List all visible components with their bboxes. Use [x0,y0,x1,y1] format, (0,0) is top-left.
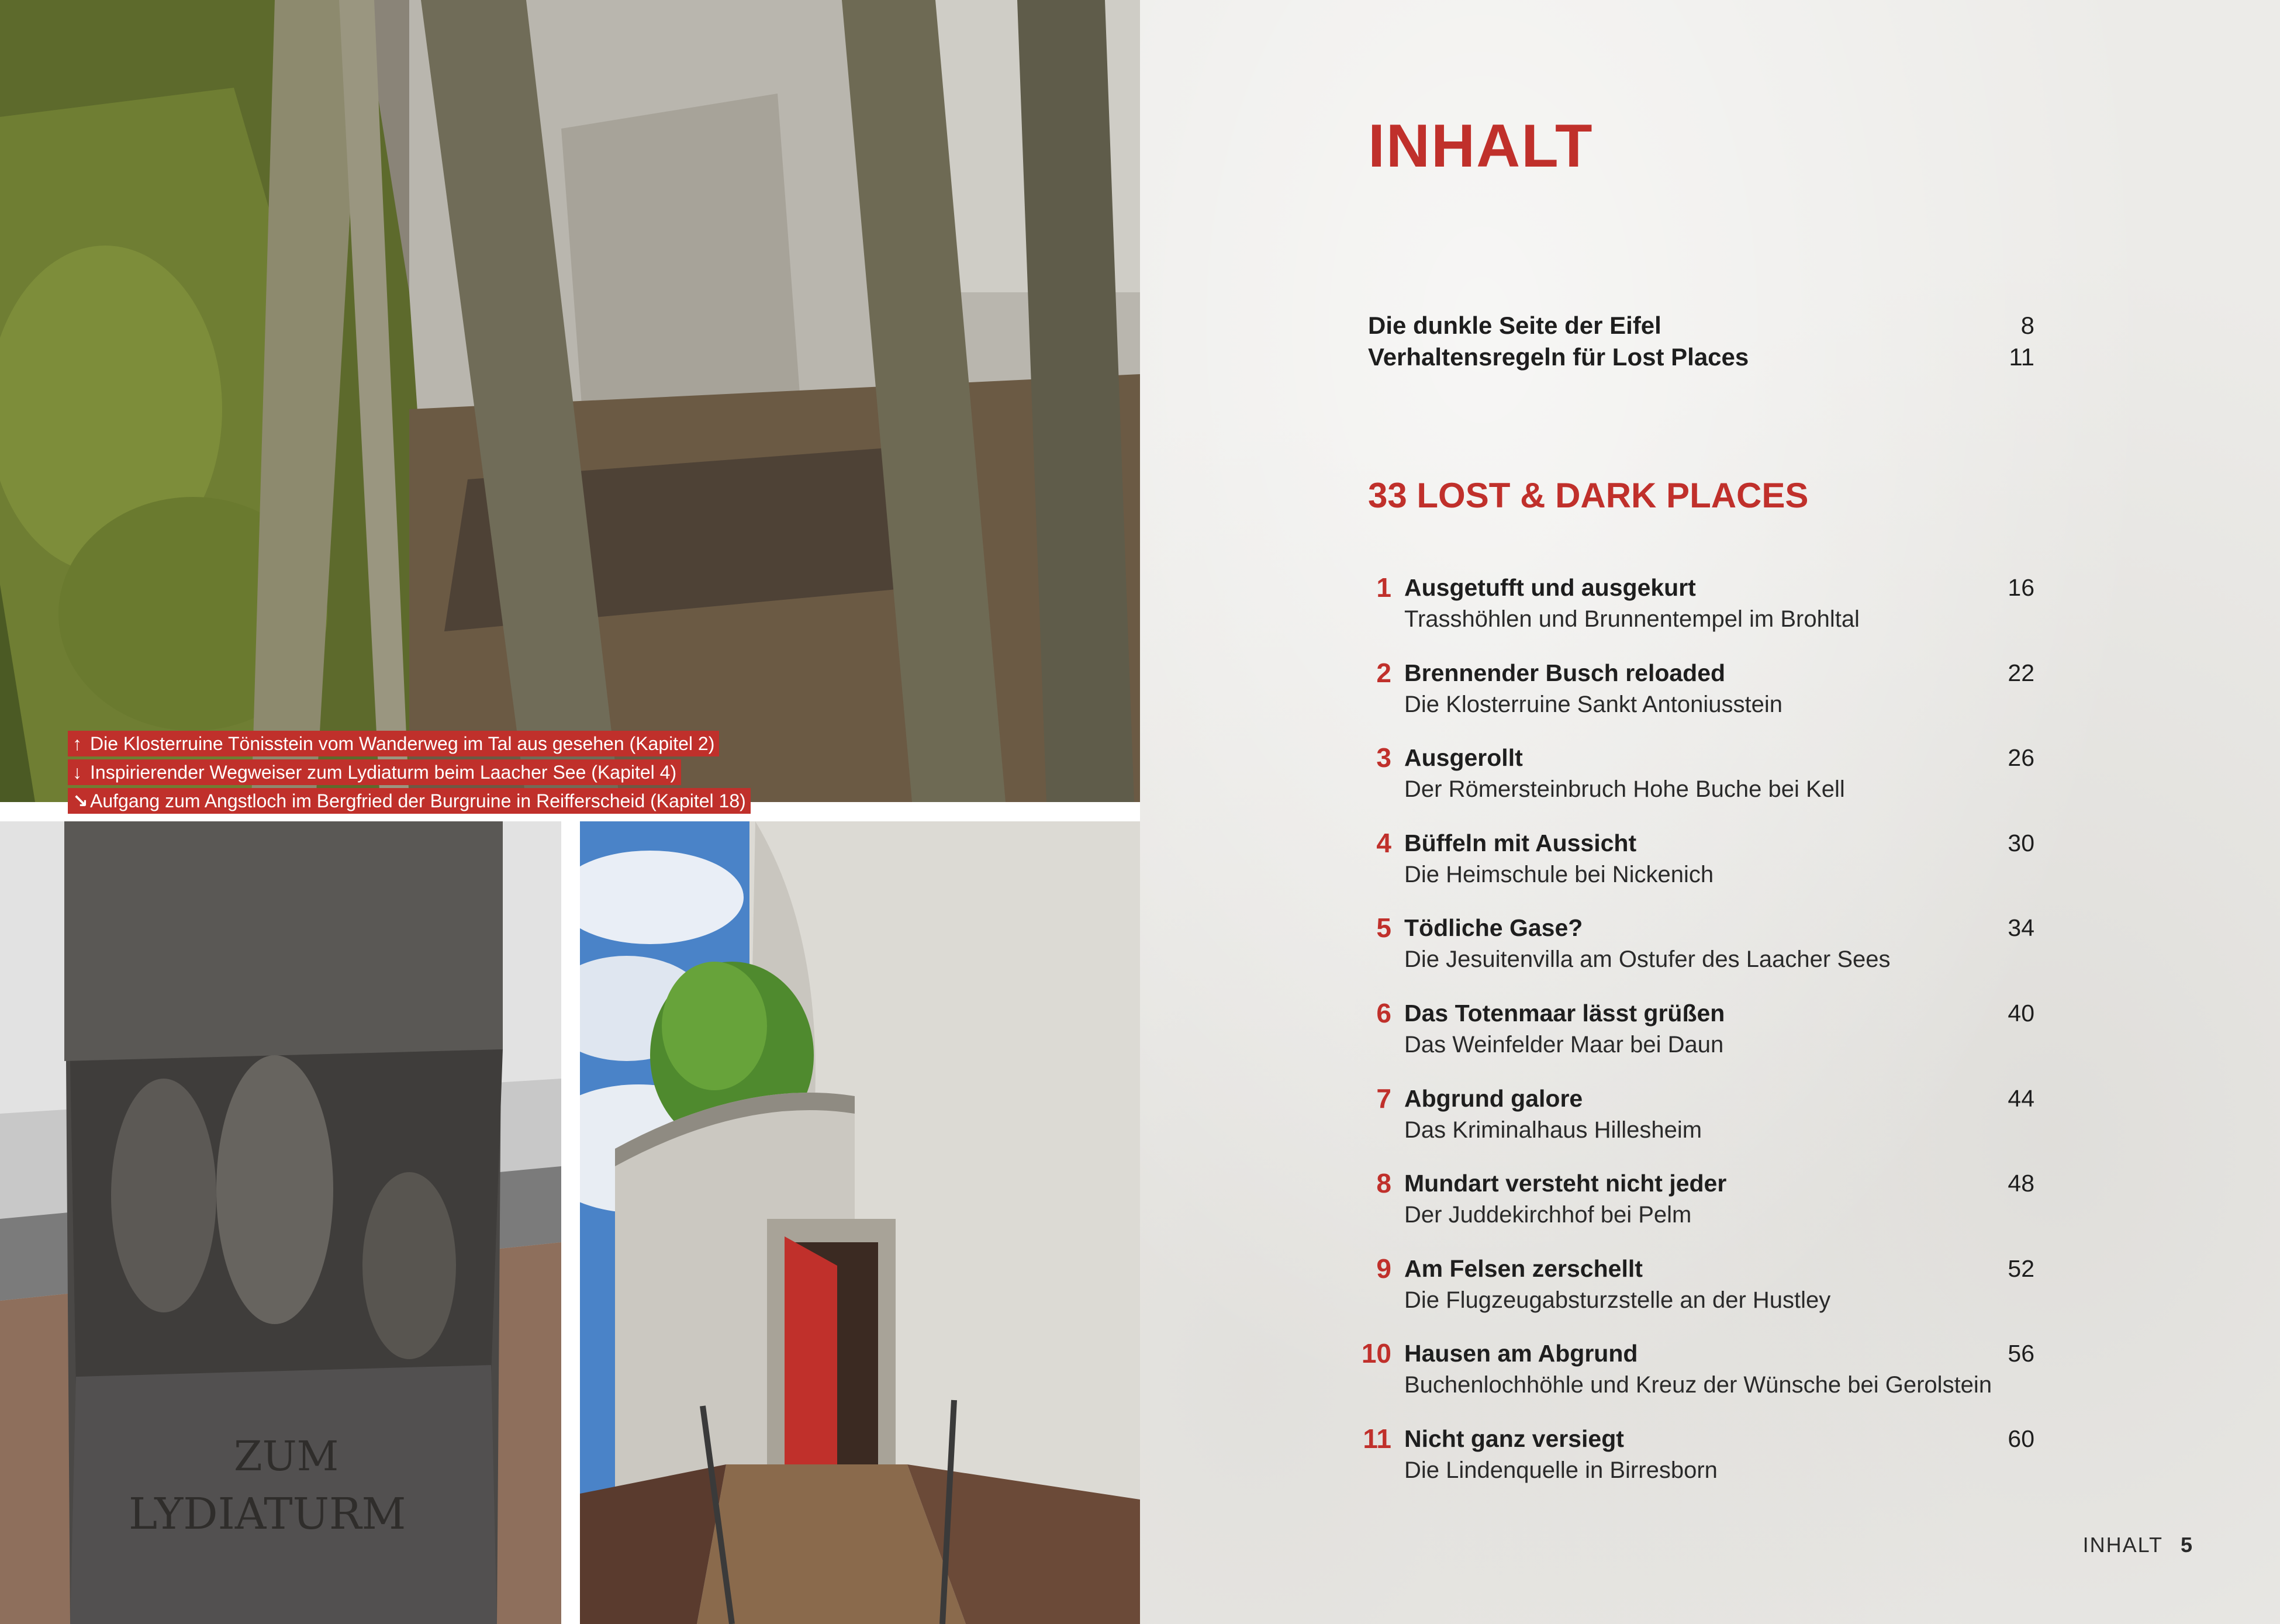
toc-entry-number: 4 [1376,827,1391,858]
toc-entry-number: 9 [1376,1253,1391,1284]
toc-entry[interactable] [1350,997,2034,1083]
toc-entry-title: Ausgerollt [1404,744,1523,772]
toc-entry-subtitle: Buchenlochhöhle und Kreuz der Wünsche bei Gerolstein [1404,1372,1992,1398]
toc-entry-number: 11 [1363,1423,1391,1454]
toc-intro-label: Verhaltensregeln für Lost Places [1368,343,1749,371]
toc-entry-title: Brennender Busch reloaded [1404,659,1726,686]
toc-intro-item[interactable] [1368,341,2034,373]
toc-entry-page: 30 [2008,829,2034,856]
engraving-line2: LYDIATURM [129,1489,406,1539]
toc-intro-page: 11 [2009,343,2034,371]
toc-entry-title: Abgrund galore [1404,1084,1583,1112]
page-footer [2083,1533,2192,1557]
engraving-line1: ZUM [234,1432,339,1480]
toc-entry-subtitle: Die Jesuitenvilla am Ostufer des Laacher Sees [1404,946,1891,973]
toc-entry-title: Am Felsen zerschellt [1404,1255,1643,1282]
toc-entry-subtitle: Die Klosterruine Sankt Antoniusstein [1404,691,1783,717]
toc-entry-number: 7 [1376,1083,1391,1114]
toc-entry-page: 26 [2008,744,2034,772]
toc-entry-page: 34 [2008,914,2034,942]
caption-text: Die Klosterruine Tönisstein vom Wanderweg im Tal aus gesehen (Kapitel 2) [90,733,715,754]
toc-entry-page: 44 [2008,1084,2034,1112]
toc-entry-title: Das Totenmaar lässt grüßen [1404,999,1725,1027]
footer-section: INHALT [2082,1533,2163,1557]
toc-entry-number: 6 [1376,997,1391,1028]
toc-entry-title: Mundart versteht nicht jeder [1404,1170,1727,1197]
toc-entry[interactable] [1350,1083,2034,1168]
toc-intro-page: 8 [2020,312,2034,339]
photo-captions [68,731,751,817]
toc-entry-number: 1 [1376,572,1391,603]
toc-entry[interactable] [1350,657,2034,742]
toc-intro-item[interactable] [1368,310,2034,341]
toc-entry-page: 48 [2008,1170,2034,1197]
toc-entry-number: 5 [1376,913,1391,944]
toc-entry-page: 56 [2008,1340,2034,1367]
photo-bergfried [580,821,1140,1624]
toc-entry-subtitle: Die Heimschule bei Nickenich [1404,861,1714,887]
right-page-toc [1140,0,2280,1624]
intro-list [1368,310,2034,373]
toc-entry[interactable] [1350,1167,2034,1253]
toc-entry[interactable] [1350,1423,2034,1508]
arrow-down-right-icon: ↘ [72,790,88,811]
toc-entry-subtitle: Der Römersteinbruch Hohe Buche bei Kell [1404,776,1845,803]
arrow-down-icon: ↓ [72,762,82,783]
caption-3 [68,788,751,814]
toc-entry-subtitle: Die Flugzeugabsturzstelle an der Hustley [1404,1287,1831,1313]
toc-entry-number: 8 [1376,1168,1391,1199]
photo-klosterruine [0,0,1140,802]
toc-entry-page: 16 [2008,574,2034,601]
toc-entry-subtitle: Trasshöhlen und Brunnentempel im Brohltal [1404,606,1860,632]
toc-entry-page: 40 [2008,999,2034,1027]
caption-1 [68,731,719,756]
toc-entry-title: Ausgetufft und ausgekurt [1404,574,1696,601]
footer-page-number: 5 [2180,1533,2192,1557]
toc-entry-page: 52 [2008,1255,2034,1282]
toc-entry[interactable] [1350,742,2034,827]
arrow-up-icon: ↑ [72,733,82,754]
caption-text: Aufgang zum Angstloch im Bergfried der Burgruine in Reifferscheid (Kapitel 18) [90,790,746,811]
toc-entry-number: 3 [1376,742,1391,773]
toc-entry-title: Nicht ganz versiegt [1404,1425,1624,1452]
toc-entry[interactable] [1350,1338,2034,1423]
toc-entry-subtitle: Der Juddekirchhof bei Pelm [1404,1202,1692,1228]
toc-entry[interactable] [1350,1253,2034,1338]
toc-entry[interactable] [1350,912,2034,997]
toc-entry-page: 22 [2008,659,2034,686]
toc-entry-subtitle: Die Lindenquelle in Birresborn [1404,1457,1718,1483]
toc-intro-label: Die dunkle Seite der Eifel [1368,312,1661,339]
page-title: INHALT [1368,112,1594,180]
toc-entry-title: Hausen am Abgrund [1404,1340,1638,1367]
toc-entry[interactable] [1350,572,2034,657]
toc-entry[interactable] [1350,827,2034,913]
caption-text: Inspirierender Wegweiser zum Lydiaturm beim Laacher See (Kapitel 4) [90,762,677,783]
toc-entry-page: 60 [2008,1425,2034,1452]
toc-entry-title: Tödliche Gase? [1404,914,1583,942]
toc-list [1350,572,2034,1508]
toc-entry-subtitle: Das Kriminalhaus Hillesheim [1404,1117,1702,1143]
photo-wegweiser [0,821,561,1624]
toc-entry-subtitle: Das Weinfelder Maar bei Daun [1404,1031,1724,1058]
toc-entry-title: Büffeln mit Aussicht [1404,829,1637,856]
toc-entry-number: 10 [1361,1338,1391,1369]
caption-2 [68,759,681,785]
toc-entry-number: 2 [1376,657,1391,688]
section-heading: 33 LOST & DARK PLACES [1368,476,1809,515]
